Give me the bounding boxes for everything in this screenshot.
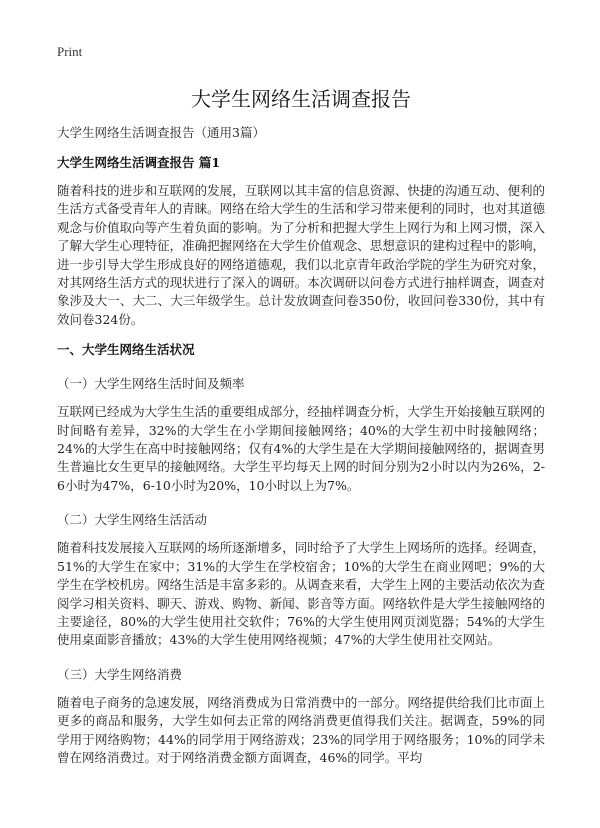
document-subtitle: 大学生网络生活调查报告（通用3篇） <box>57 125 265 140</box>
intro-paragraph: 随着科技的进步和互联网的发展，互联网以其丰富的信息资源、快捷的沟通互动、便利的生活方式备受青年人的青睐。网络在给大学生的生活和学习带来便利的同时，也对其道德观念与价值取向等产生着负面的影响。为了分析和把握大学生上网行为和上网习惯，深入了解大学生心理特征，准确把握网络在大学生价值观念、思想意识的建构过程中的影响，进一步引导大学生形成良好的网络道德观，我们以北京青年政治学院的学生为研究对象，对其网络生活方式的现状进行了深入的调研。本次调研以问卷方式进行抽样调查，调查对象涉及大一、大二、大三年级学生。总计发放调查问卷350份，收回问卷330份，其中有效问卷324份。 <box>57 183 545 327</box>
document-title: 大学生网络生活调查报告 <box>191 87 411 111</box>
sub2-heading: （二）大学生网络生活活动 <box>57 512 208 528</box>
sub3-heading: （三）大学生网络消费 <box>57 666 183 682</box>
part1-heading: 大学生网络生活调查报告 篇1 <box>57 155 221 170</box>
sub3-paragraph: 随着电子商务的急速发展，网络消费成为日常消费中的一部分。网络提供给我们比市面上更多的商品和服务，大学生如何去正常的网络消费更值得我们关注。据调查，59%的同学用于网络购物；44%的同学用于网络游戏；23%的同学用于网络服务；10%的同学未曾在网络消费过。对于网络消费金额方面调查，46%的同学。平均 <box>57 694 545 765</box>
section1-heading: 一、大学生网络生活状况 <box>57 342 195 358</box>
print-link[interactable]: Print <box>57 44 83 59</box>
sub2-paragraph: 随着科技发展接入互联网的场所逐渐增多，同时给予了大学生上网场所的选择。经调查，51%的大学生在家中；31%的大学生在学校宿舍；10%的大学生在商业网吧；9%的大学生在学校机房。网络生活是丰富多彩的。从调查来看，大学生上网的主要活动依次为查阅学习相关资料、聊天、游戏、购物、新闻、影音等方面。网络软件是大学生接触网络的主要途径，80%的大学生使用社交软件；76%的大学生使用网页浏览器；54%的大学生使用桌面影音播放；43%的大学生使用网络视频；47%的大学生使用社交网站。 <box>57 540 545 648</box>
sub1-paragraph: 互联网已经成为大学生生活的重要组成部分，经抽样调查分析，大学生开始接触互联网的时间略有差异，32%的大学生在小学期间接触网络；40%的大学生初中时接触网络；24%的大学生在高中时接触网络；仅有4%的大学生是在大学期间接触网络的，据调查男生普遍比女生更早的接触网络。大学生平均每天上网的时间分别为2小时以内为26%，2-6小时为47%，6-10小时为20%，10小时以上为7%。 <box>57 404 545 493</box>
sub1-heading: （一）大学生网络生活时间及频率 <box>57 376 245 392</box>
